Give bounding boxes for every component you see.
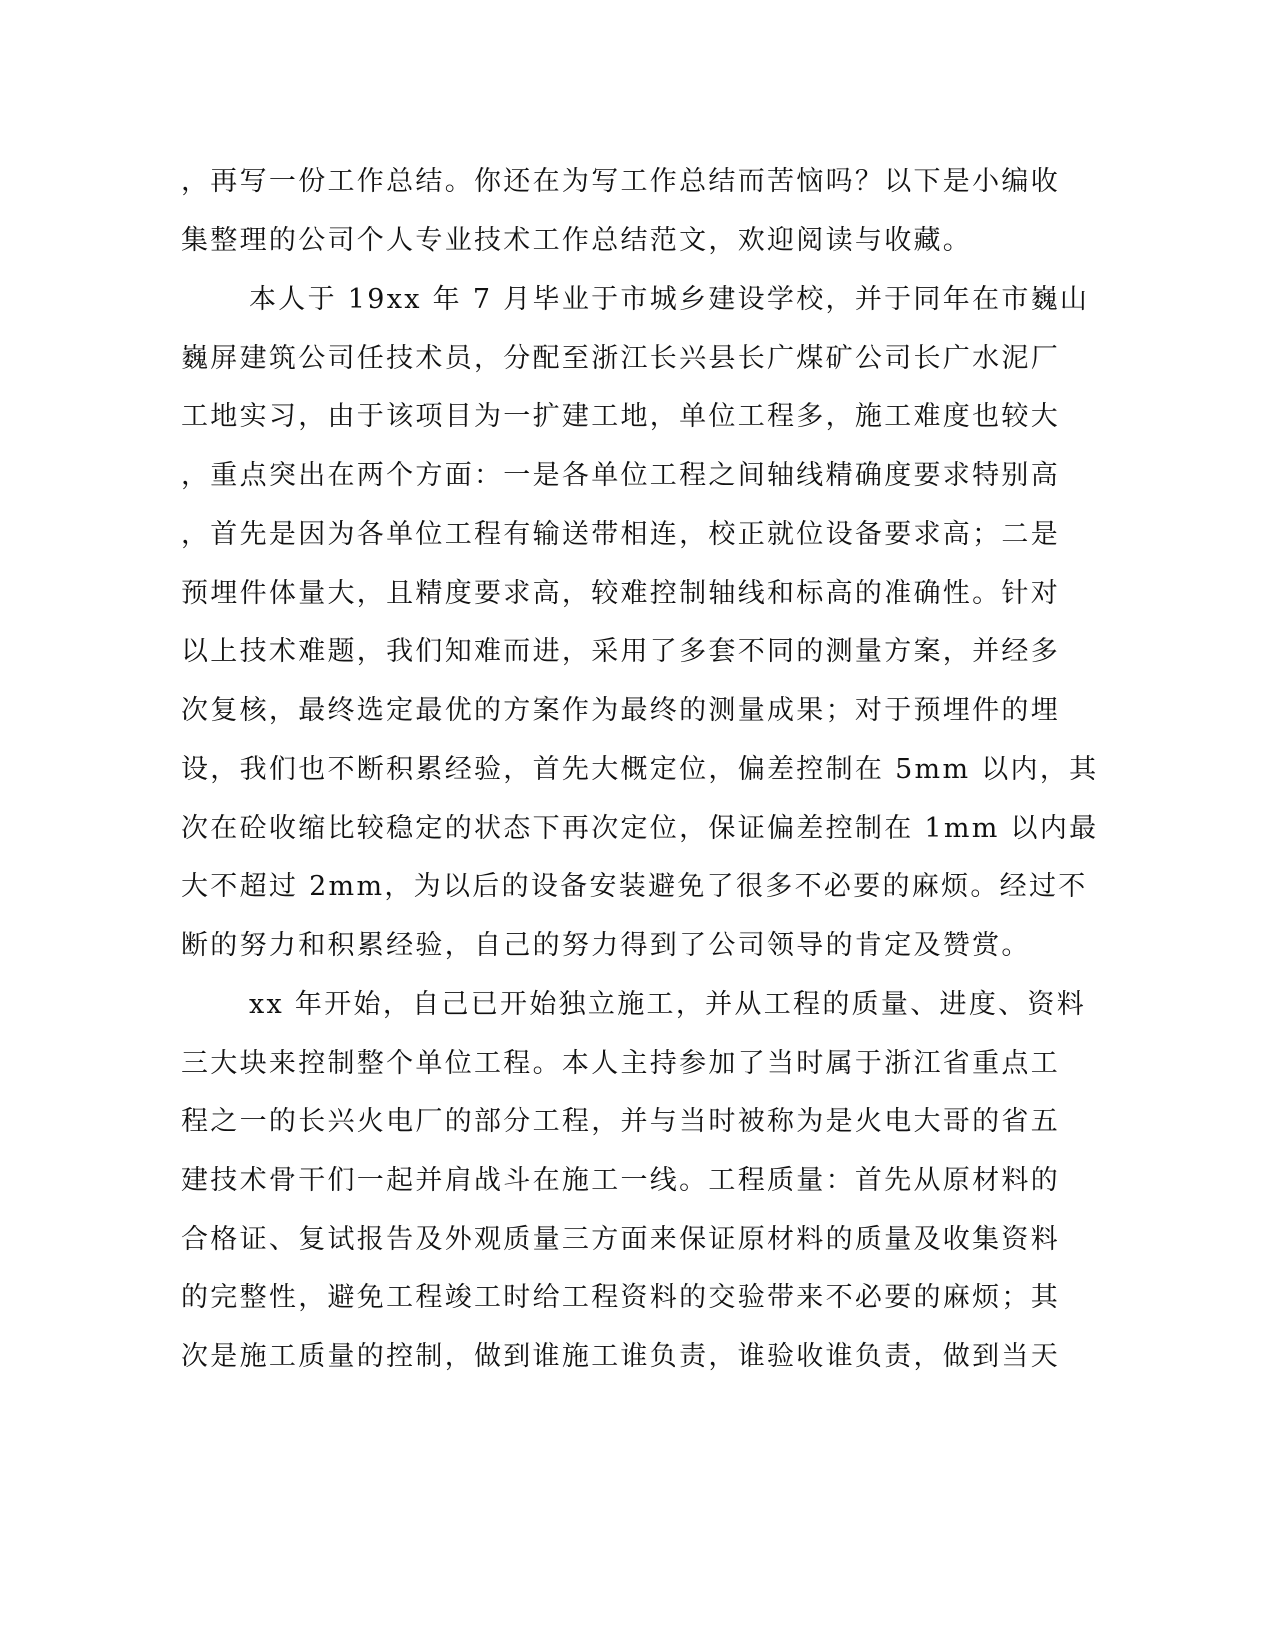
text-line: ，首先是因为各单位工程有输送带相连，校正就位设备要求高；二是 [181, 519, 1060, 550]
text-line: 合格证、复试报告及外观质量三方面来保证原材料的质量及收集资料 [181, 1224, 1060, 1255]
text-line: 巍屏建筑公司任技术员，分配至浙江长兴县长广煤矿公司长广水泥厂 [181, 343, 1060, 374]
text-line: 集整理的公司个人专业技术工作总结范文，欢迎阅读与收藏。 [181, 225, 973, 256]
text-line: ，再写一份工作总结。你还在为写工作总结而苦恼吗？以下是小编收 [181, 166, 1060, 197]
text-line: 大不超过 2mm，为以后的设备安装避免了很多不必要的麻烦。经过不 [181, 871, 1088, 902]
text-line: 三大块来控制整个单位工程。本人主持参加了当时属于浙江省重点工 [181, 1048, 1060, 1079]
text-line: 以上技术难题，我们知难而进，采用了多套不同的测量方案，并经多 [181, 636, 1060, 667]
text-line: 断的努力和积累经验，自己的努力得到了公司领导的肯定及赞赏。 [181, 930, 1031, 961]
text-line: 工地实习，由于该项目为一扩建工地，单位工程多，施工难度也较大 [181, 401, 1060, 432]
text-line: 设，我们也不断积累经验，首先大概定位，偏差控制在 5mm 以内，其 [181, 754, 1099, 785]
text-line: 建技术骨干们一起并肩战斗在施工一线。工程质量：首先从原材料的 [181, 1165, 1060, 1196]
text-line: 程之一的长兴火电厂的部分工程，并与当时被称为是火电大哥的省五 [181, 1106, 1060, 1137]
text-line: 预埋件体量大，且精度要求高，较难控制轴线和标高的准确性。针对 [181, 578, 1060, 609]
text-line: 的完整性，避免工程竣工时给工程资料的交验带来不必要的麻烦；其 [181, 1282, 1060, 1313]
text-line: 本人于 19xx 年 7 月毕业于市城乡建设学校，并于同年在市巍山 [249, 284, 1090, 315]
text-line: xx 年开始，自己已开始独立施工，并从工程的质量、进度、资料 [249, 989, 1087, 1020]
text-line: 次复核，最终选定最优的方案作为最终的测量成果；对于预埋件的埋 [181, 695, 1060, 726]
text-line: 次在砼收缩比较稳定的状态下再次定位，保证偏差控制在 1mm 以内最 [181, 813, 1099, 844]
text-line: ，重点突出在两个方面：一是各单位工程之间轴线精确度要求特别高 [181, 460, 1060, 491]
text-line: 次是施工质量的控制，做到谁施工谁负责，谁验收谁负责，做到当天 [181, 1341, 1060, 1372]
